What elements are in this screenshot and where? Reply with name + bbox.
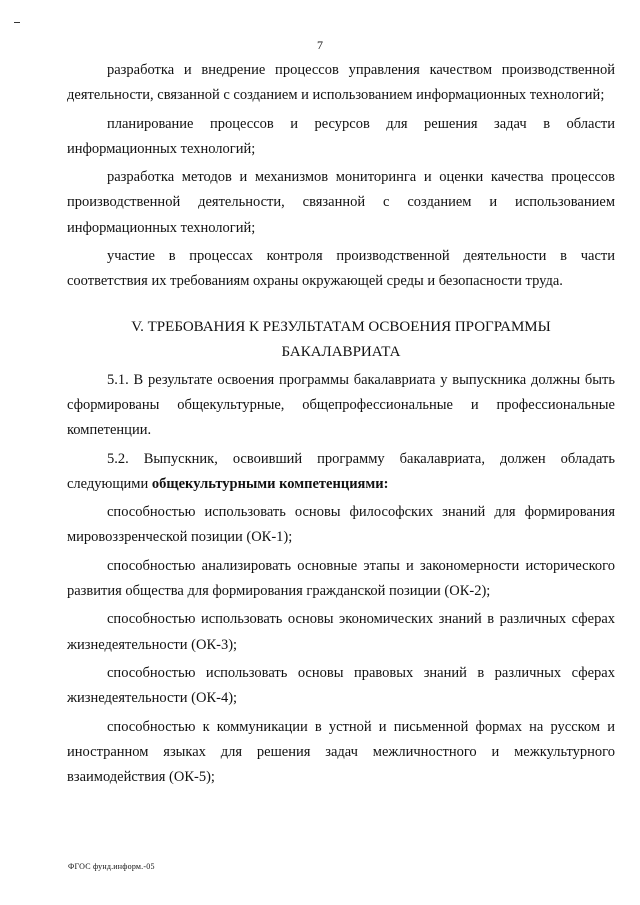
paragraph: участие в процессах контроля производственной деятельности в части соответствия их требованиям охраны окружающей среды и безопасности труда.: [67, 248, 615, 290]
competency-item: способностью использовать основы правовых знаний в различных сферах жизнедеятельности (ОК-4);: [67, 664, 615, 707]
competency-item: способностью использовать основы экономических знаний в различных сферах жизнедеятельности (ОК-3);: [67, 611, 615, 653]
paragraph: разработка методов и механизмов мониторинга и оценки качества процессов производственной деятельности, связанной с созданием и использованием информационных технологий;: [67, 169, 615, 236]
paragraph-5-2-bold: общекультурными компетенциями:: [151, 475, 389, 492]
competency-item: способностью к коммуникации в устной и письменной формах на русском и иностранном языках для решения задач межличностного и межкультурного взаимодействия (ОК-5);: [67, 718, 615, 786]
document-body: [67, 58, 615, 793]
scan-mark: [14, 22, 20, 23]
competency-item: способностью использовать основы философских знаний для формирования мировоззренческой позиции (ОК-1);: [67, 504, 615, 546]
paragraph: планирование процессов и ресурсов для решения задач в области информационных технологий;: [67, 115, 615, 157]
paragraph: разработка и внедрение процессов управления качеством производственной деятельности, связанной с созданием и использованием информационных технологий;: [67, 62, 615, 104]
section-heading-line1: V. ТРЕБОВАНИЯ К РЕЗУЛЬТАТАМ ОСВОЕНИЯ ПРОГРАММЫ: [131, 318, 551, 335]
page-number: 7: [317, 38, 323, 52]
section-heading-line2: БАКАЛАВРИАТА: [281, 343, 401, 360]
footer-code: ФГОС фунд.информ.-05: [68, 862, 155, 871]
section-heading: [67, 315, 615, 365]
paragraph-5-1: 5.1. В результате освоения программы бакалавриата у выпускника должны быть сформированы общекультурные, общепрофессиональные и профессиональные компетенции.: [67, 371, 615, 439]
paragraph-5-2: [67, 447, 615, 498]
paragraph-5-2-text: 5.2. Выпускник, освоивший программу бакалавриата, должен обладать следующими: [67, 450, 615, 492]
competency-item: способностью анализировать основные этапы и закономерности исторического развития общества для формирования гражданской позиции (ОК-2);: [67, 557, 615, 600]
